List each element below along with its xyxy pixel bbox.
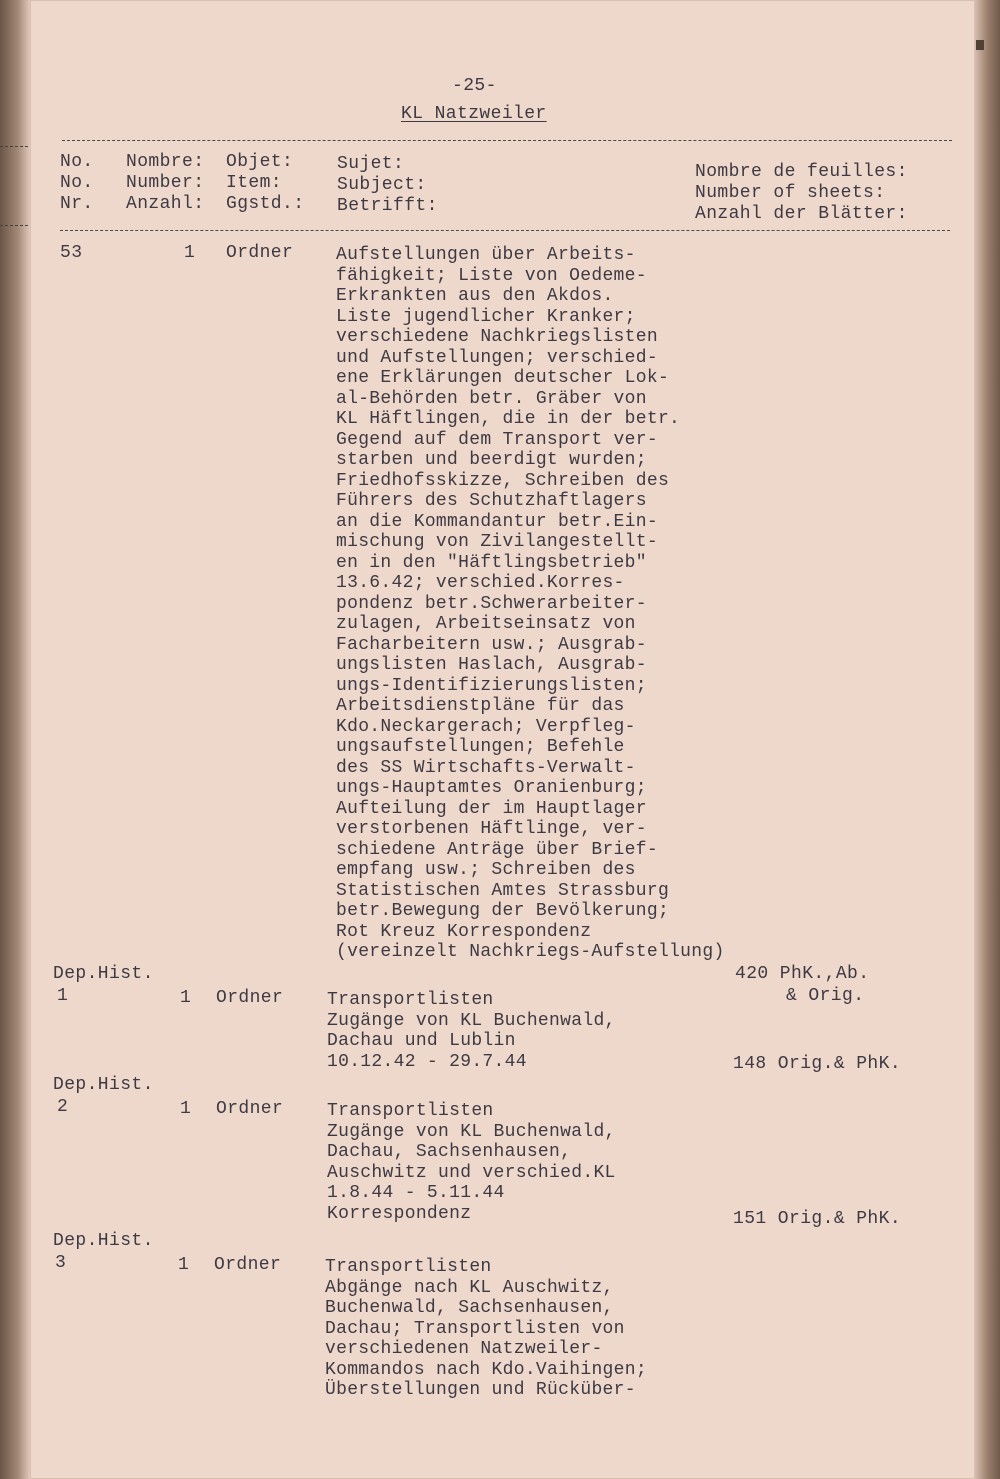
header-rule-bottom (60, 230, 950, 231)
subject-line: betr.Bewegung der Bevölkerung; (336, 901, 670, 921)
header-feuilles-fr: Nombre de feuilles: (695, 162, 908, 182)
header-no-de: Nr. (60, 194, 94, 214)
header-sujet-de: Betrifft: (337, 196, 438, 216)
subject-line: Korrespondenz (327, 1203, 472, 1224)
margin-dash (0, 225, 28, 226)
page-number: -25- (452, 76, 497, 96)
entry-sheets: 151 Orig.& PhK. (733, 1209, 902, 1229)
entry-subject (327, 990, 616, 1072)
subject-line: Statistischen Amtes Strassburg (336, 880, 670, 901)
subject-line: schiedene Anträge über Brief- (336, 839, 658, 860)
subject-line: ungs-Identifizierungslisten; (336, 675, 647, 696)
entry-count: 1 (180, 988, 192, 1008)
subject-line: und Aufstellungen; verschied- (336, 347, 658, 368)
subject-line: mischung von Zivilangestellt- (336, 532, 658, 552)
entry-item: Ordner (216, 1099, 284, 1119)
subject-line: KL Häftlingen, die in der betr. (336, 409, 681, 429)
entry-prefix: Dep.Hist. (53, 1231, 154, 1251)
entry-number: 3 (55, 1253, 67, 1273)
subject-line: Führers des Schutzhaftlagers (336, 491, 647, 511)
entry-subject (325, 1257, 647, 1401)
header-sujet-fr: Sujet: (337, 154, 405, 174)
subject-line: al-Behörden betr. Gräber von (336, 388, 647, 409)
header-rule-top (62, 140, 952, 141)
subject-line: Dachau; Transportlisten von (325, 1318, 625, 1339)
subject-line: Zugänge von KL Buchenwald, (327, 1121, 616, 1142)
subject-line: verschiedene Nachkriegslisten (336, 327, 658, 347)
subject-line: Dachau, Sachsenhausen, (327, 1142, 572, 1162)
subject-line: ungs-Hauptamtes Oranienburg; (336, 778, 647, 798)
subject-line: Rot Kreuz Korrespondenz (336, 921, 592, 942)
subject-line: Transportlisten (325, 1257, 492, 1277)
entry-number: 1 (57, 986, 69, 1006)
subject-line: Dachau und Lublin (327, 1031, 516, 1051)
entry-sheets: 420 PhK.,Ab. (735, 964, 870, 984)
subject-line: Erkrankten aus den Akdos. (336, 286, 614, 306)
entry-item: Ordner (226, 243, 294, 263)
header-feuilles-en: Number of sheets: (695, 183, 886, 203)
subject-line: Facharbeitern usw.; Ausgrab- (336, 634, 647, 655)
subject-line: Liste jugendlicher Kranker; (336, 306, 636, 327)
entry-subject (327, 1101, 616, 1224)
subject-line: fähigkeit; Liste von Oedeme- (336, 265, 647, 286)
entry-item: Ordner (216, 988, 284, 1008)
margin-dash (0, 146, 28, 147)
header-nombre-de: Anzahl: (126, 194, 205, 214)
entry-prefix: Dep.Hist. (53, 1075, 154, 1095)
header-objet-en: Item: (226, 173, 283, 193)
header-no-fr: No. (60, 152, 94, 172)
document-title: KL Natzweiler (401, 104, 547, 124)
document-page (30, 0, 975, 1479)
subject-line: Aufstellungen über Arbeits- (336, 245, 636, 265)
subject-line: en in den "Häftlingsbetrieb" (336, 552, 647, 573)
entry-number: 53 (60, 243, 83, 263)
entry-subject (336, 245, 725, 963)
subject-line: (vereinzelt Nachkriegs-Aufstellung) (336, 942, 725, 962)
subject-line: Zugänge von KL Buchenwald, (327, 1010, 616, 1031)
entry-sheets: 148 Orig.& PhK. (733, 1054, 902, 1074)
subject-line: Kommandos nach Kdo.Vaihingen; (325, 1359, 647, 1380)
header-sujet-en: Subject: (337, 175, 427, 195)
header-nombre-en: Number: (126, 173, 205, 193)
entry-item: Ordner (214, 1255, 282, 1275)
page-edge-mark (976, 40, 984, 50)
subject-line: verstorbenen Häftlinge, ver- (336, 819, 647, 839)
subject-line: Gegend auf dem Transport ver- (336, 429, 658, 450)
binding-right (975, 0, 1000, 1479)
subject-line: Transportlisten (327, 990, 494, 1010)
subject-line: ungslisten Haslach, Ausgrab- (336, 655, 647, 675)
subject-line: Auschwitz und verschied.KL (327, 1162, 616, 1183)
subject-line: Kdo.Neckargerach; Verpfleg- (336, 716, 636, 737)
header-feuilles-de: Anzahl der Blätter: (695, 204, 908, 224)
subject-line: pondenz betr.Schwerarbeiter- (336, 593, 647, 614)
subject-line: empfang usw.; Schreiben des (336, 860, 636, 880)
subject-line: Friedhofsskizze, Schreiben des (336, 470, 670, 491)
subject-line: ungsaufstellungen; Befehle (336, 737, 625, 757)
entry-count: 1 (180, 1099, 192, 1119)
subject-line: 10.12.42 - 29.7.44 (327, 1051, 527, 1072)
subject-line: starben und beerdigt wurden; (336, 450, 647, 470)
subject-line: 1.8.44 - 5.11.44 (327, 1183, 505, 1203)
subject-line: Abgänge nach KL Auschwitz, (325, 1277, 614, 1298)
entry-count: 1 (178, 1255, 190, 1275)
subject-line: zulagen, Arbeitseinsatz von (336, 614, 636, 634)
subject-line: verschiedenen Natzweiler- (325, 1339, 603, 1359)
header-no-en: No. (60, 173, 94, 193)
header-nombre-fr: Nombre: (126, 152, 205, 172)
subject-line: 13.6.42; verschied.Korres- (336, 573, 625, 593)
subject-line: ene Erklärungen deutscher Lok- (336, 368, 670, 388)
header-objet-de: Ggstd.: (226, 194, 305, 214)
entry-count: 1 (184, 243, 196, 263)
subject-line: Transportlisten (327, 1101, 494, 1121)
entry-prefix: Dep.Hist. (53, 964, 154, 984)
binding-left (0, 0, 30, 1479)
header-objet-fr: Objet: (226, 152, 294, 172)
subject-line: des SS Wirtschafts-Verwalt- (336, 757, 636, 778)
subject-line: an die Kommandantur betr.Ein- (336, 511, 658, 532)
subject-line: Überstellungen und Rücküber- (325, 1380, 636, 1400)
entry-number: 2 (57, 1097, 69, 1117)
entry-sheets: & Orig. (786, 986, 865, 1006)
subject-line: Aufteilung der im Hauptlager (336, 798, 647, 819)
subject-line: Arbeitsdienstpläne für das (336, 696, 625, 716)
subject-line: Buchenwald, Sachsenhausen, (325, 1298, 614, 1318)
